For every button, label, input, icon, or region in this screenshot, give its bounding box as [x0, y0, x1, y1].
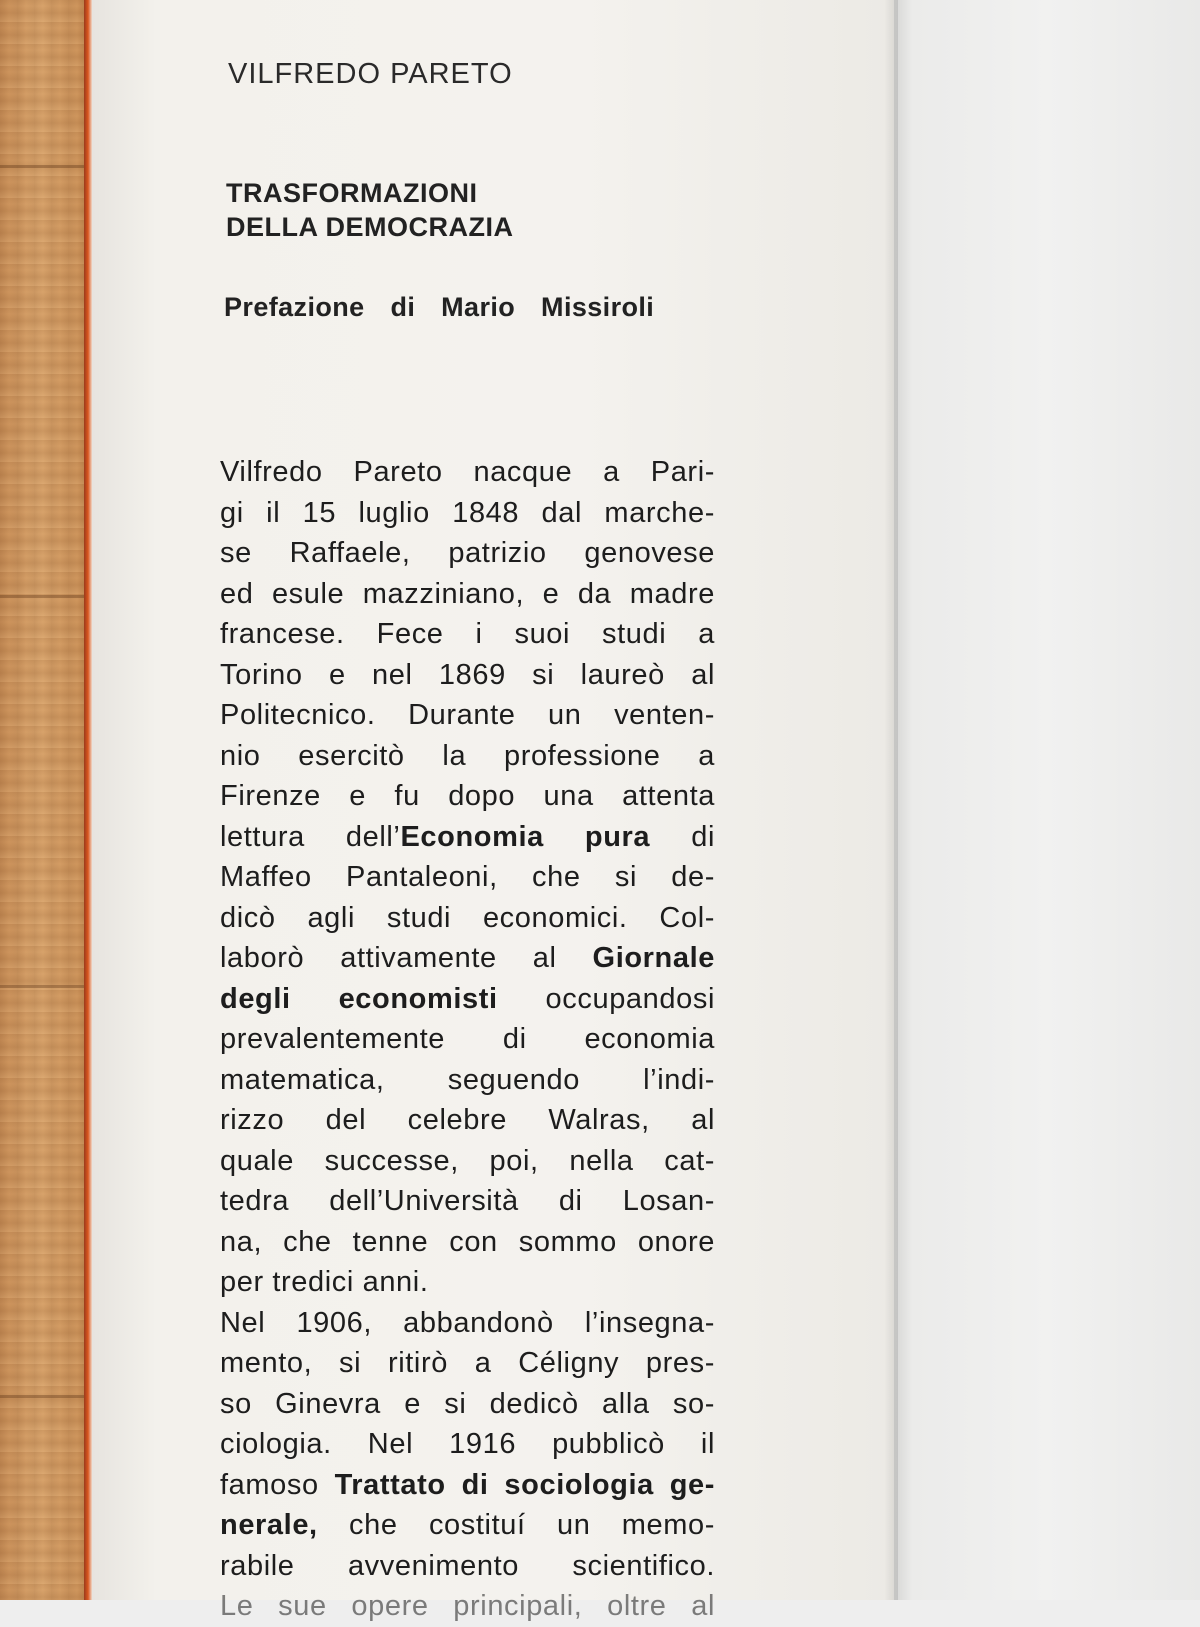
text-line: prevalentemente di economia	[220, 1023, 715, 1055]
text-run: occupandosi	[497, 982, 715, 1015]
text-run: famoso	[220, 1468, 335, 1501]
text-line: Vilfredo Pareto nacque a Pari-	[220, 456, 715, 488]
text-line: quale successe, poi, nella cat-	[220, 1144, 715, 1177]
text-line	[220, 1505, 715, 1546]
text-run: di	[650, 820, 715, 853]
biography-paragraph	[220, 452, 715, 1627]
text-line: Firenze e fu dopo una attenta	[220, 780, 715, 812]
text-line: so Ginevra e si dedicò alla so-	[220, 1387, 715, 1420]
bold-work-title: degli economisti	[220, 982, 498, 1015]
text-line	[220, 1465, 715, 1506]
text-line	[220, 817, 715, 858]
title-line: TRASFORMAZIONI	[226, 178, 478, 208]
text-run: che costituí un memo-	[317, 1509, 715, 1541]
text-line: ciologia. Nel 1916 pubblicò il	[220, 1428, 715, 1460]
text-line: na, che tenne con sommo onore	[220, 1225, 715, 1258]
text-line: Maffeo Pantaleoni, che si de-	[220, 861, 715, 893]
text-line: Torino e nel 1869 si laureò al	[220, 658, 715, 691]
text-line: matematica, seguendo l’indi-	[220, 1063, 715, 1096]
text-line: rizzo del celebre Walras, al	[220, 1104, 715, 1136]
text-line	[220, 938, 715, 979]
preface-credit: Prefazione di Mario Missiroli	[224, 292, 655, 322]
text-line-cut-off: Le sue opere principali, oltre al	[220, 1590, 715, 1622]
text-line: gi il 15 luglio 1848 dal marche-	[220, 496, 715, 529]
text-line: nio esercitò la professione a	[220, 739, 715, 772]
text-line: tedra dell’Università di Losan-	[220, 1185, 715, 1217]
author-name: VILFREDO PARETO	[228, 58, 513, 90]
bold-work-title: nerale,	[220, 1509, 318, 1541]
text-line: Politecnico. Durante un venten-	[220, 699, 715, 731]
text-line: dicò agli studi economici. Col-	[220, 901, 715, 934]
text-line: Nel 1906, abbandonò l’insegna-	[220, 1306, 715, 1339]
text-run: lettura dell’	[220, 820, 401, 853]
text-line: mento, si ritirò a Céligny pres-	[220, 1347, 715, 1379]
text-line	[220, 979, 715, 1020]
text-line: se Raffaele, patrizio genovese	[220, 537, 715, 569]
book-title	[226, 176, 513, 244]
book-endpaper	[894, 0, 1200, 1600]
bold-work-title: Economia pura	[400, 820, 651, 853]
text-line: rabile avvenimento scientifico.	[220, 1549, 715, 1582]
bold-work-title: Giornale	[592, 942, 715, 974]
text-run: laborò attivamente al	[220, 942, 593, 974]
text-line: per tredici anni.	[220, 1266, 429, 1298]
text-line: ed esule mazziniano, e da madre	[220, 577, 715, 610]
title-line: DELLA DEMOCRAZIA	[226, 212, 514, 242]
bold-work-title: Trattato di sociologia ge-	[334, 1468, 715, 1501]
text-line: francese. Fece i suoi studi a	[220, 618, 715, 650]
